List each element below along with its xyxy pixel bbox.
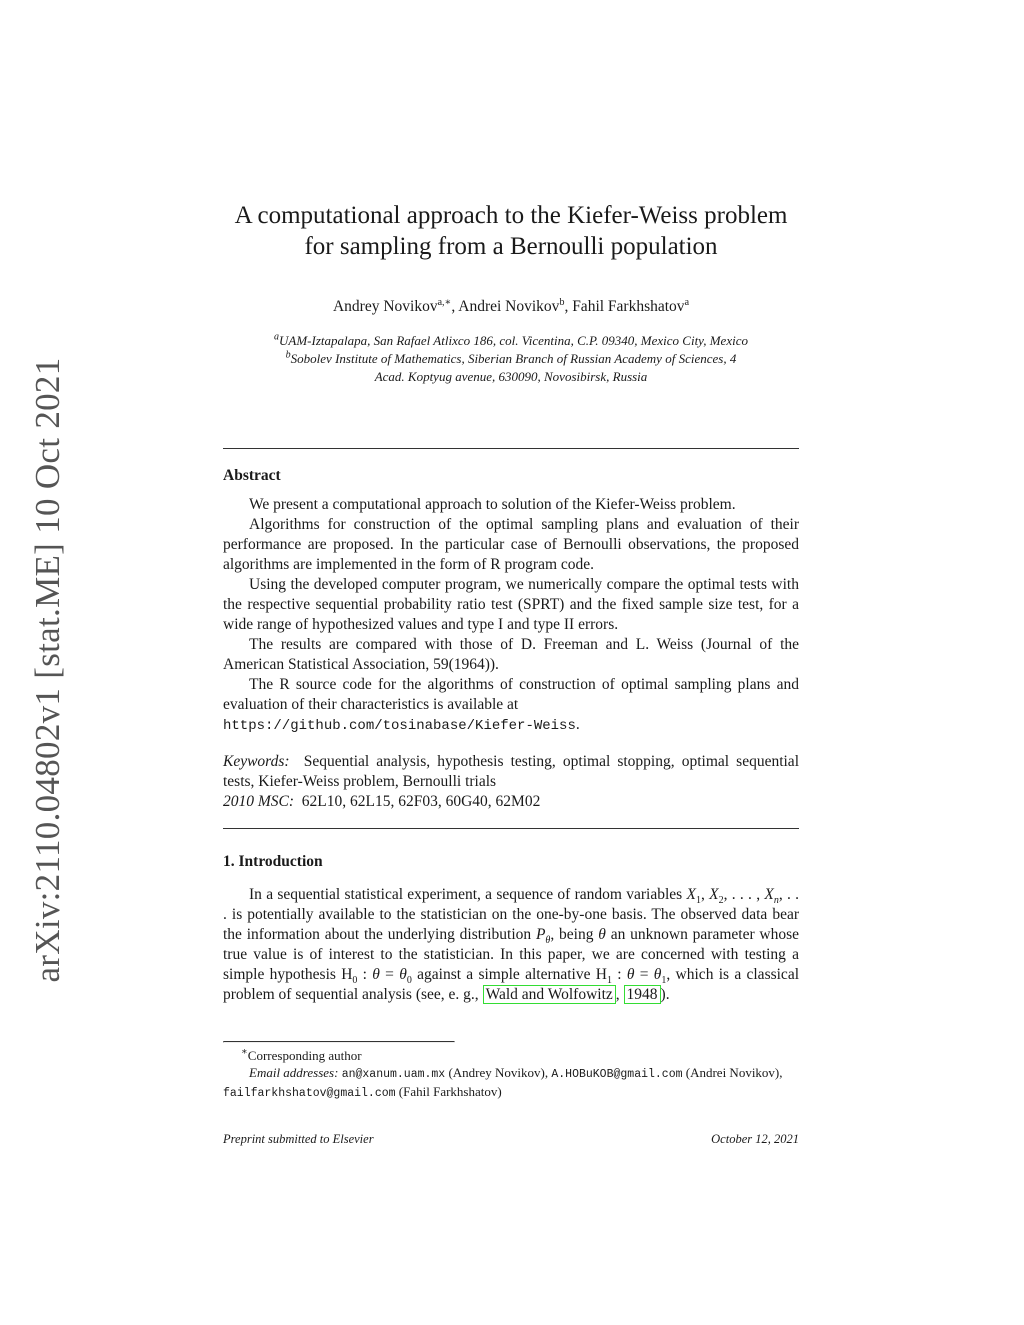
footnotes [223,1047,799,1102]
intro-text: , [615,986,620,1003]
keywords-label: Keywords: [223,753,290,770]
footnote-emails [223,1064,799,1102]
abstract-top-rule [223,448,799,449]
author-mark: b [559,296,565,308]
email-link[interactable]: A.HOBuKOB@gmail.com [551,1068,683,1081]
citation-link[interactable]: Wald and Wolfowitz [483,985,616,1004]
intro-text: In a sequential statistical experiment, a sequence of random variables [249,886,683,903]
abstract-paragraph: We present a computational approach to solution of the Kiefer-Weiss problem. [249,496,736,513]
paper-page [223,200,799,1147]
abstract-paragraph [223,675,799,736]
abstract [223,467,799,736]
intro-text: , which is a classical problem of sequential analysis (see, e. g., [223,966,799,1003]
msc-label: 2010 MSC: [223,793,295,810]
author-name: Andrei Novikov [458,298,560,315]
abstract-bottom-rule [223,828,799,829]
abstract-paragraph: Using the developed computer program, we numerically compare the optimal tests with the respective sequential probability ratio test (SPRT) and the fixed sample size test, for a wide range of hypothesized values and type I and type II errors. [223,576,799,633]
affiliation-b [223,350,799,368]
footnote-text: (Fahil Farkhshatov) [398,1084,502,1099]
page-footer [223,1132,799,1147]
author-name: Fahil Farkhshatov [572,298,685,315]
email-link[interactable]: an@xanum.uam.mx [341,1068,446,1081]
affiliation-a [223,332,799,350]
affiliation-mark: b [285,349,291,361]
intro-text: is potentially available to the statistician on the one-by-one basis. The observed data bear the information about the underlying distribution [223,906,799,943]
arxiv-stamp [18,350,78,990]
footnote-text: (Andrei Novikov), [685,1065,783,1080]
footnote-corresponding [223,1047,799,1064]
intro-text: an unknown parameter whose true value is of interest to the statistician. In this paper, we are concerned with testing a simple hypothesis [223,926,800,983]
section-heading: 1. Introduction [223,853,323,870]
abstract-heading: Abstract [223,467,281,484]
affiliations [223,332,799,386]
author-list: Andrey Novikov$^{a,∗}$, Andrei Novikov$^b$, Fahil Farkhshatov$^a$ [332,296,690,315]
abstract-paragraph: The results are compared with those of D. Freeman and L. Weiss (Journal of the American Statistical Association, 59(1964)). [223,636,799,673]
author-mark: a,∗ [437,296,452,308]
keywords-block [223,752,799,812]
author-name: Andrey Novikov [332,298,438,315]
intro-text: against a simple alternative [417,966,591,983]
author-mark: a [684,296,690,308]
paper-title [223,200,799,262]
arxiv-id: arXiv:2110.04802v1 [stat.ME] 10 Oct 2021 [28,357,67,983]
abstract-text: The R source code for the algorithms of construction of optimal sampling plans and evaluation of their characteristics is available at [223,676,799,713]
abstract-paragraph: Algorithms for construction of the optimal sampling plans and evaluation of their performance are proposed. In the particular case of Bernoulli observations, the proposed algorithms are implemented in the form of R program code. [223,516,799,573]
footnote-mark: ∗ [241,1046,248,1058]
affiliation-mark: a [274,331,279,343]
footer-left: Preprint submitted to Elsevier [223,1132,374,1146]
keywords-text: Sequential analysis, hypothesis testing, optimal stopping, optimal sequential tests, Kiefer-Weiss problem, Bernoulli trials [223,753,799,790]
abstract-text: . [575,716,580,733]
title-line-2: for sampling from a Bernoulli population [304,233,718,260]
github-link[interactable]: https://github.com/tosinabase/Kiefer-Weiss [223,718,576,734]
introduction [223,853,799,1005]
intro-text: being [559,926,594,943]
email-link[interactable]: failfarkhshatov@gmail.com [223,1087,396,1100]
email-label: Email addresses: [249,1065,339,1080]
footer-date: October 12, 2021 [711,1132,799,1146]
footnote-text: (Andrey Novikov), [448,1065,549,1080]
footnote-rule [223,1041,455,1043]
title-line-1: A computational approach to the Kiefer-Weiss problem [234,202,788,229]
intro-paragraph: In a sequential statistical experiment, a sequence of random variables $X_1$, $X_2$, . . . , $X_n$, . . . is potentially available to the statistician on the one-by-one basis. The observed data bear the information about the underlying distribution $P_\theta$, being θ an unknown parameter whose true value is of interest to the statistician. In this paper, we are concerned with testing a simple hypothesis $H_0$ : $\theta = \theta_0$ against a simple alternative $H_1$ : $\theta = \theta_1$, which is a classical problem of sequential analysis (see, e. g., Wald and Wolfowitz , 1948 ). [223,886,800,1003]
msc-text: 62L10, 62L15, 62F03, 60G40, 62M02 [301,793,541,810]
affiliation-b-cont: Acad. Koptyug avenue, 630090, Novosibirsk, Russia [374,369,648,384]
affiliation-text: Sobolev Institute of Mathematics, Siberian Branch of Russian Academy of Sciences, 4 [290,351,737,366]
citation-year-link[interactable]: 1948 [624,985,661,1004]
intro-text: ). [660,986,670,1003]
footnote-text: Corresponding author [247,1048,362,1063]
affiliation-text: UAM-Iztapalapa, San Rafael Atlixco 186, col. Vicentina, C.P. 09340, Mexico City, Mexico [279,333,748,348]
